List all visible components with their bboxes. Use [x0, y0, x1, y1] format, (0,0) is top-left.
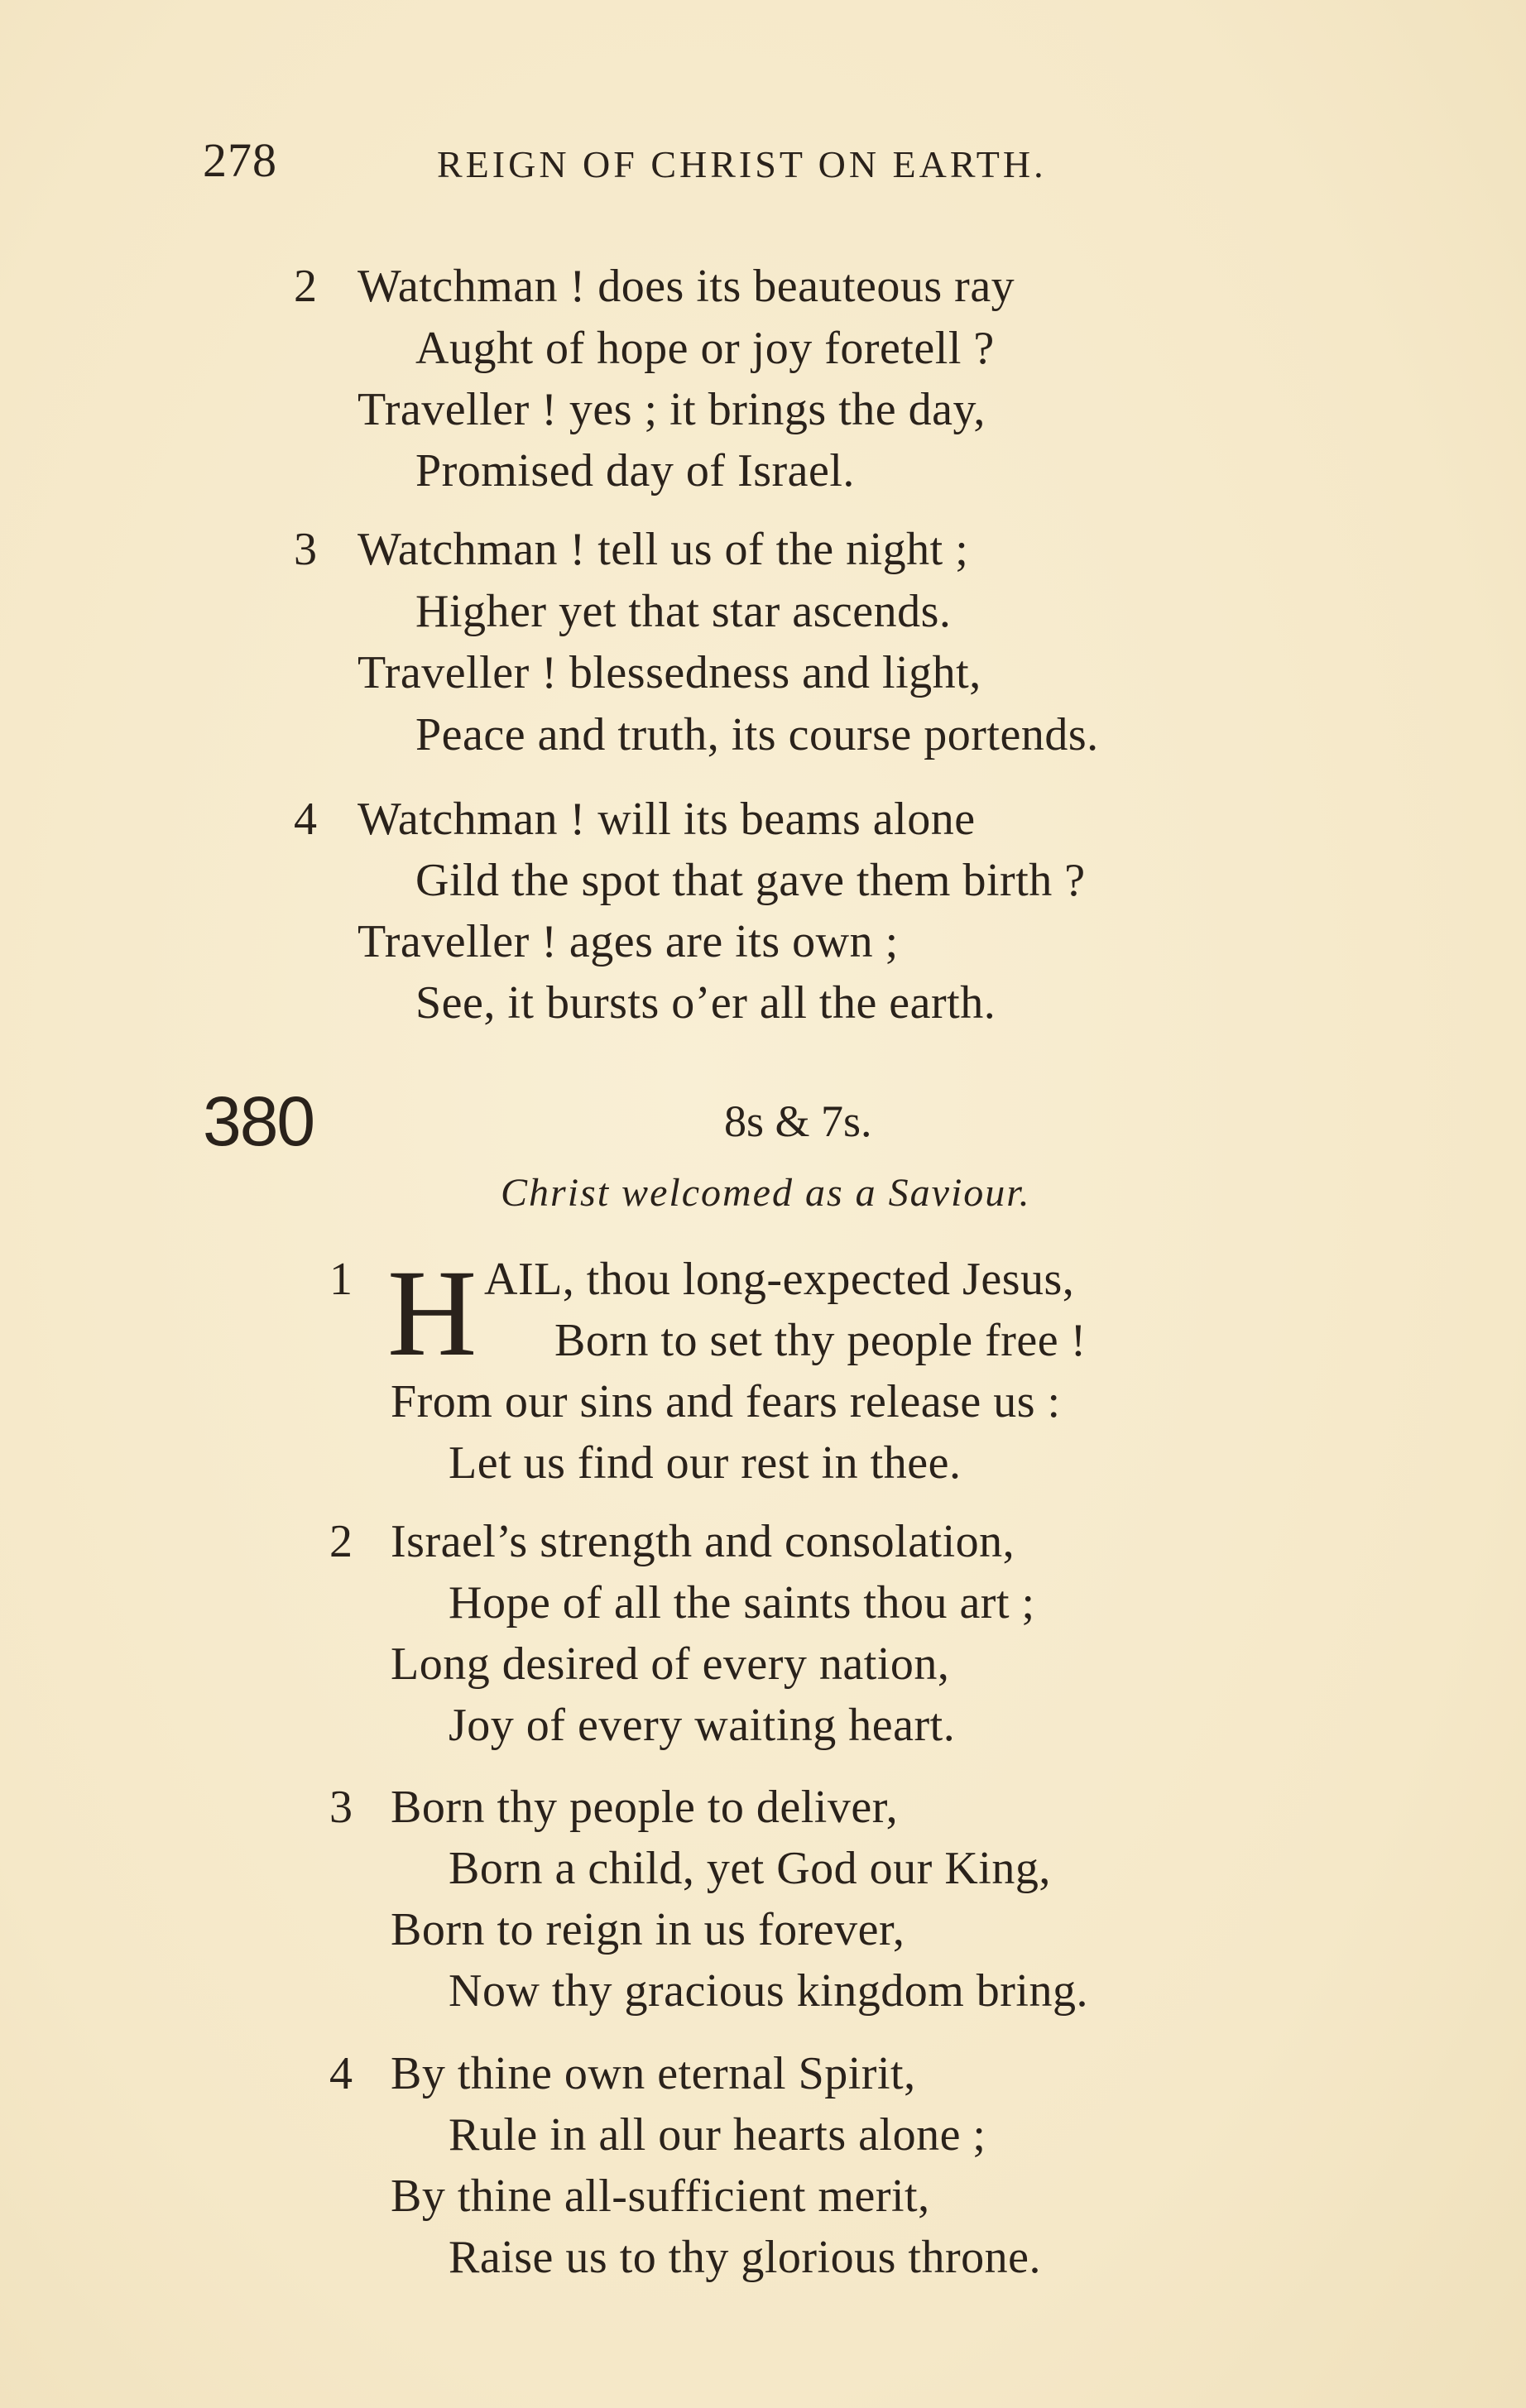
verse-line: Watchman ! does its beauteous ray: [358, 261, 1015, 312]
running-head: REIGN OF CHRIST ON EARTH.: [437, 143, 1047, 185]
verse-line: Aught of hope or joy foretell ?: [415, 323, 995, 374]
verse-line: Let us find our rest in thee.: [449, 1437, 962, 1489]
verse-line: Born to reign in us forever,: [391, 1904, 905, 1955]
hymn-meter: 8s & 7s.: [724, 1096, 872, 1146]
verse-line: Raise us to thy glorious throne.: [449, 2232, 1041, 2283]
verse-line: From our sins and fears release us :: [391, 1376, 1061, 1427]
verse-line: Gild the spot that gave them birth ?: [415, 855, 1086, 906]
verse-line: Traveller ! blessedness and light,: [358, 647, 981, 698]
verse-line: Promised day of Israel.: [415, 445, 855, 496]
verse-number: 3: [329, 1782, 353, 1833]
verse-line: Hope of all the saints thou art ;: [449, 1577, 1035, 1629]
verse-line: Born to set thy people free !: [554, 1315, 1087, 1366]
verse-number: 3: [294, 524, 317, 575]
verse-line: Watchman ! tell us of the night ;: [358, 524, 969, 575]
verse-line: Higher yet that star ascends.: [415, 586, 952, 637]
verse-line: Born a child, yet God our King,: [449, 1843, 1051, 1894]
verse-number: 2: [329, 1516, 353, 1567]
verse-line: By thine own eternal Spirit,: [391, 2048, 916, 2099]
verse-line: AIL, thou long-expected Jesus,: [484, 1254, 1075, 1305]
verse-line: Traveller ! ages are its own ;: [358, 916, 899, 967]
verse-number: 1: [329, 1254, 353, 1305]
page-header: [203, 132, 1229, 190]
verse-number: 4: [294, 794, 317, 845]
verse-line: By thine all-sufficient merit,: [391, 2171, 930, 2222]
verse-line: Born thy people to deliver,: [391, 1782, 899, 1833]
verse-line: Peace and truth, its course portends.: [415, 709, 1099, 760]
verse-line: Israel’s strength and consolation,: [391, 1516, 1015, 1567]
verse-line: Joy of every waiting heart.: [449, 1700, 956, 1751]
verse-line: See, it bursts o’er all the earth.: [415, 977, 996, 1029]
hymn-title: Christ welcomed as a Saviour.: [501, 1171, 1031, 1215]
verse-line: Watchman ! will its beams alone: [358, 794, 976, 845]
verse-number: 4: [329, 2048, 353, 2099]
verse-line: Rule in all our hearts alone ;: [449, 2109, 986, 2161]
hymn-number: 380: [203, 1082, 314, 1160]
verse-line: Traveller ! yes ; it brings the day,: [358, 384, 986, 435]
verse-line: Now thy gracious kingdom bring.: [449, 1965, 1088, 2017]
verse-line: Long desired of every nation,: [391, 1638, 950, 1690]
drop-cap: H: [387, 1245, 477, 1382]
verse-number: 2: [294, 261, 317, 312]
page-number: 278: [203, 133, 277, 187]
